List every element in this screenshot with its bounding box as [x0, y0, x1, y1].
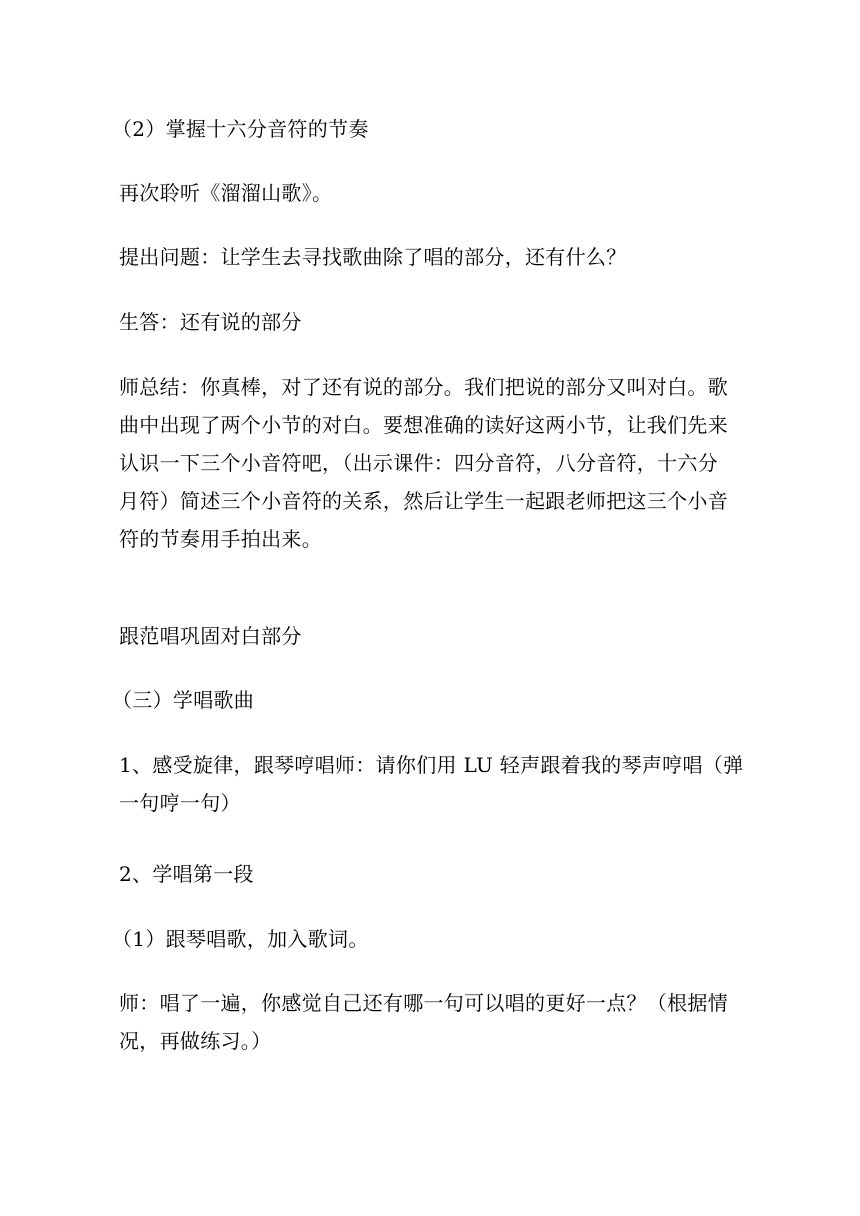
- paragraph-learn-first-verse: [119, 855, 744, 893]
- text-line: 师：唱了一遍，你感觉自己还有哪一句可以唱的更好一点？（根据情: [119, 991, 728, 1015]
- section-heading-sixteenth-notes: [112, 110, 737, 148]
- text-line: 生答：还有说的部分: [119, 310, 302, 334]
- paragraph-student-answer: [119, 303, 744, 341]
- section-heading-learn-song: [112, 681, 737, 719]
- paragraph-question: [119, 238, 744, 276]
- text-line: 师总结：你真棒，对了还有说的部分。我们把说的部分又叫对白。歌: [119, 375, 728, 399]
- text-line: 月符）简述三个小音符的关系，然后让学生一起跟老师把这三个小音: [119, 489, 728, 513]
- paragraph-follow-singing: [119, 617, 744, 655]
- text-line: 再次聆听《溜溜山歌》。: [119, 181, 333, 205]
- text-line: 1、感受旋律，跟琴哼唱师：请你们用 LU 轻声跟着我的琴声哼唱（弹: [119, 753, 744, 777]
- text-line: 提出问题：让学生去寻找歌曲除了唱的部分，还有什么？: [119, 245, 627, 269]
- text-line: 跟范唱巩固对白部分: [119, 624, 302, 648]
- paragraph-teacher-feedback: [119, 984, 744, 1060]
- text-line: （2）掌握十六分音符的节奏: [112, 117, 369, 141]
- paragraph-teacher-summary: [119, 368, 744, 558]
- text-line: （1）跟琴唱歌，加入歌词。: [112, 927, 369, 951]
- text-line: 2、学唱第一段: [119, 862, 254, 886]
- text-line: 一句哼一句）: [119, 791, 241, 815]
- text-line: 认识一下三个小音符吧，（出示课件：四分音符，八分音符，十六分: [119, 451, 718, 475]
- paragraph-listen-again: [119, 174, 744, 212]
- text-line: 况，再做练习。）: [119, 1029, 272, 1053]
- text-line: 符的节奏用手拍出来。: [119, 527, 322, 551]
- paragraph-sing-with-piano: [112, 920, 737, 958]
- text-line: （三）学唱歌曲: [112, 688, 255, 712]
- paragraph-feel-melody: [119, 746, 744, 822]
- text-line: 曲中出现了两个小节的对白。要想准确的读好这两小节，让我们先来: [119, 413, 728, 437]
